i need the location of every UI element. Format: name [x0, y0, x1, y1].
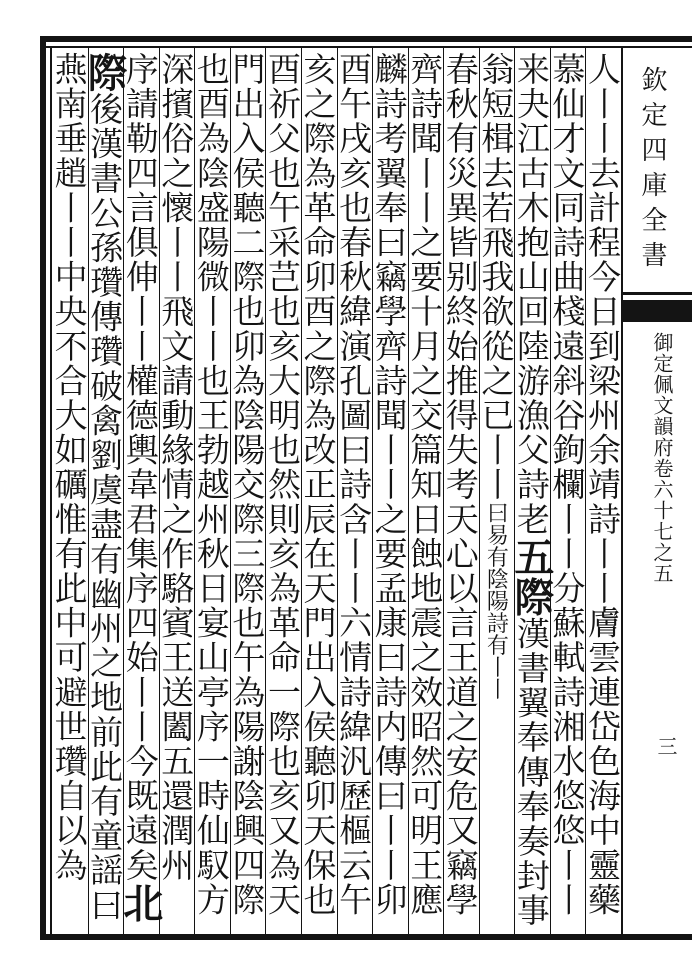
- text-column: [405, 52, 445, 930]
- text-column: [507, 52, 555, 930]
- column-text: 漢書翼奉傳奉奏封事: [511, 616, 551, 928]
- column-text: 深擯俗之懷丨丨飛文請動緣情之作駱賓王送闔五還潤州: [156, 52, 196, 883]
- column-text: 翁短楫去若飛我欲從之已丨丨: [476, 52, 516, 502]
- column-text: 来夬江古木抱山回陸游漁父詩老: [511, 52, 551, 537]
- top-border-inner: [42, 46, 692, 48]
- headword: 北: [116, 882, 164, 923]
- collection-title: 欽定四庫全書: [637, 66, 667, 276]
- column-text: 酉午戌亥也春秋緯演孔圖曰詩含丨丨六情詩緯汎歷樞云午: [334, 52, 374, 917]
- text-column: [81, 52, 129, 930]
- text-column: [156, 52, 196, 930]
- text-column: [334, 52, 374, 930]
- volume-label: 御定佩文韻府卷六十七之五: [650, 332, 674, 584]
- folio-number: 三: [654, 736, 678, 756]
- text-column: [440, 52, 480, 930]
- text-column: [191, 52, 231, 930]
- small-note: 曰易有陰陽詩有丨丨: [483, 501, 509, 700]
- column-text: 也酉為陰盛陽微丨丨也王勃越州秋日宴山亭序一時仙馭方: [191, 52, 231, 917]
- top-border: [42, 36, 692, 42]
- headword: 際: [81, 52, 129, 92]
- column-text: 齊詩聞丨丨之要十月之交篇知日蝕地震之效昭然可明王應: [405, 52, 445, 917]
- column-text: 序請勒四言俱伸丨丨權德輿韋君集序四始丨丨今既遠矣: [120, 52, 160, 883]
- text-column: [583, 52, 622, 930]
- text-column: [298, 52, 338, 930]
- fishtail-rule: [623, 292, 692, 295]
- fishtail-mark: [623, 300, 692, 322]
- column-text: 門出入侯聽二際也卯為陰陽交際三際也午為陽謝陰興四際: [227, 52, 267, 917]
- column-text: 慕仙才文同詩曲棧遠斜谷鉤欄丨丨分蘇軾詩湘水悠悠丨丨: [547, 52, 587, 917]
- text-column: [227, 52, 267, 930]
- text-column: [547, 52, 587, 930]
- column-text: 春秋有災異皆别終始推得失考天心以言王道之安危又竊學: [440, 52, 480, 917]
- text-column: [49, 52, 89, 930]
- column-text: 燕南垂趙丨丨中央不合大如礪惟有此中可避世瓚自以為: [49, 52, 89, 883]
- column-text: 麟詩考翼奉曰竊學齊詩聞丨丨之要孟康曰詩内傳曰丨丨卯: [369, 52, 409, 917]
- text-column: [116, 52, 164, 930]
- headword: 五際: [507, 536, 555, 617]
- column-text: 亥之際為革命卯酉之際為改正辰在天門出入侯聽卯天保也: [298, 52, 338, 917]
- column-text: 人丨丨去計程今日到梁州余靖詩丨丨膚雲連岱色海中靈藥: [583, 52, 622, 917]
- left-border: [40, 36, 46, 940]
- text-column: [262, 52, 302, 930]
- column-text: 酉祈父也午采芑也亥大明也然則亥為革命一際也亥又為天: [262, 52, 302, 917]
- text-column: [476, 52, 516, 930]
- column-text: 後漢書公孫瓚傳瓚破禽劉虞盡有幽州之地前此有童謡曰: [85, 92, 125, 923]
- bottom-border: [40, 934, 692, 940]
- text-column: [369, 52, 409, 930]
